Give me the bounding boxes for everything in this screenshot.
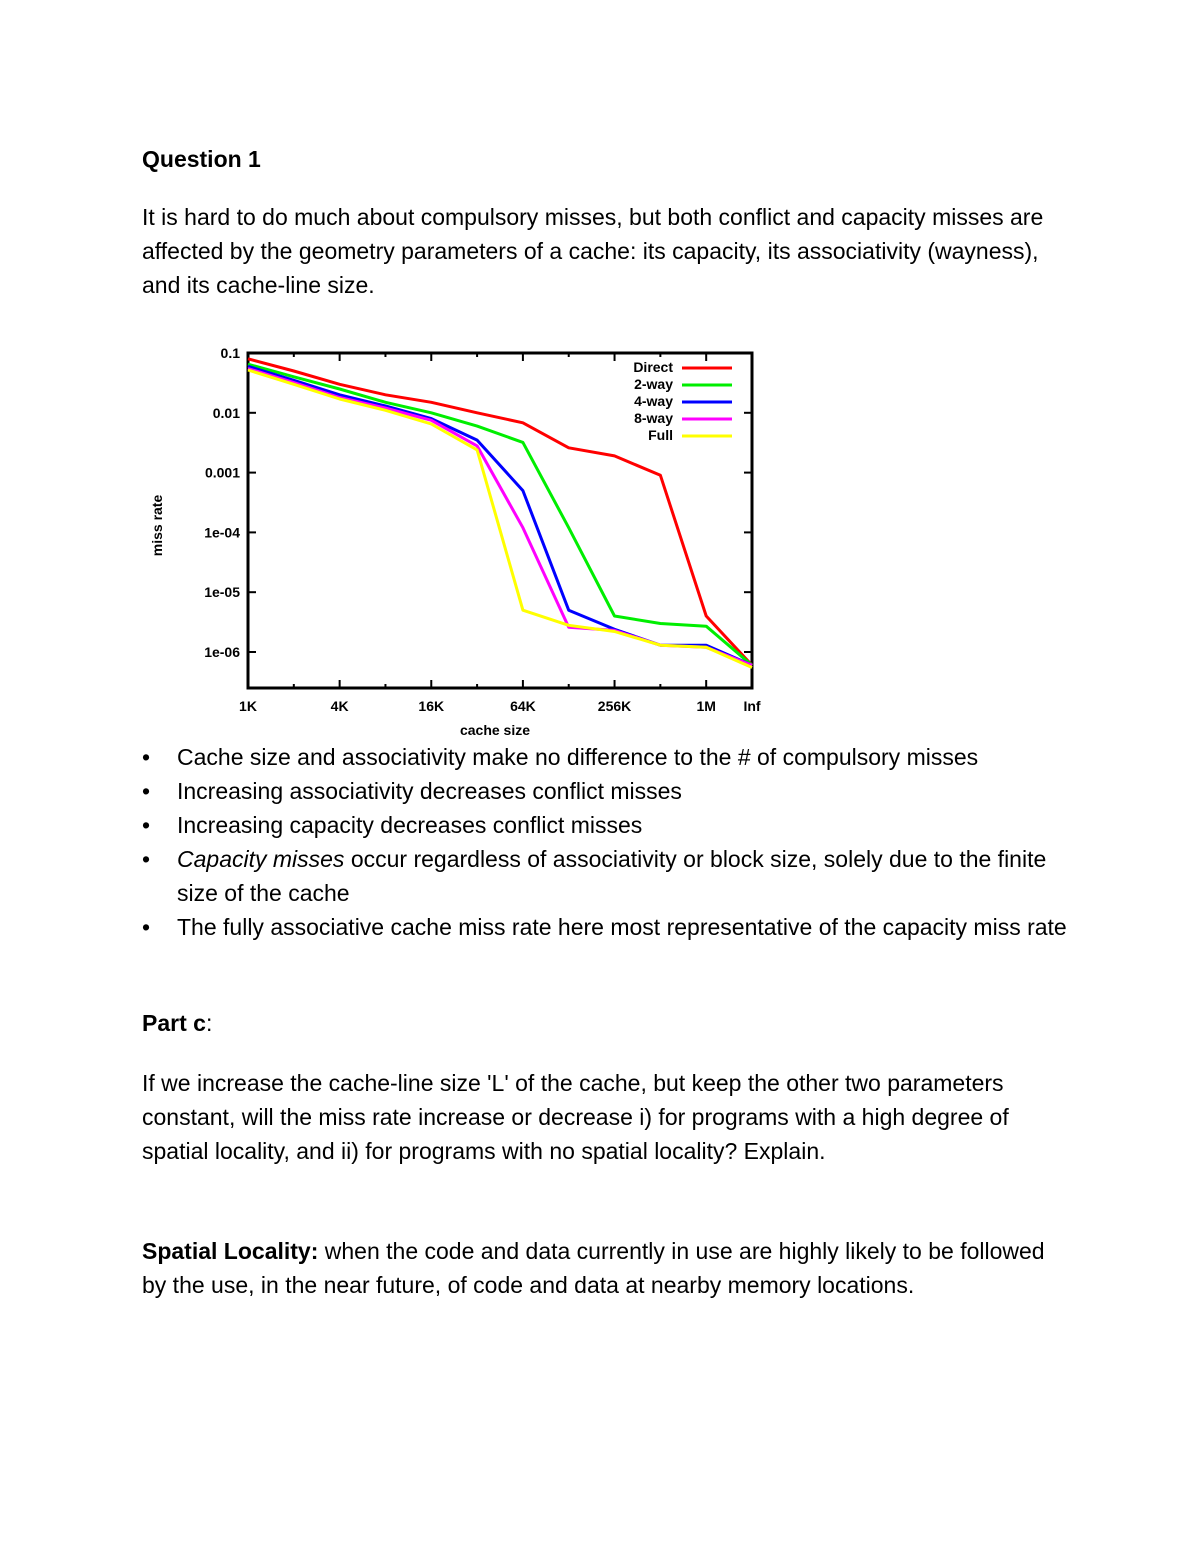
bullet-list xyxy=(142,740,1072,944)
bullet-text: The fully associative cache miss rate here most representative of the capacity miss rate xyxy=(177,914,1067,940)
y-tick-label: 0.001 xyxy=(204,464,240,481)
legend-label: Full xyxy=(648,427,673,443)
bullet-emphasis: Capacity misses xyxy=(177,846,345,872)
intro-paragraph: It is hard to do much about compulsory misses, but both conflict and capacity misses are affected by the geometry parameters of a cache: its capacity, its associativity (wayness), and its cache-line size. xyxy=(142,204,1044,298)
bullet-item xyxy=(142,740,1072,774)
bullet-dot: • xyxy=(142,778,151,804)
part-c-question: If we increase the cache-line size 'L' of the cache, but keep the other two parameters constant, will the miss rate increase or decrease i) for programs with a high degree of spatial locality, and ii) for programs with no spatial locality? Explain. xyxy=(142,1070,1009,1164)
x-tick-label: 1K xyxy=(239,698,257,714)
part-c-label-colon: : xyxy=(205,1010,213,1036)
bullet-text: Increasing associativity decreases conflict misses xyxy=(177,778,682,804)
definition-term: Spatial Locality: xyxy=(142,1238,319,1264)
bullet-item xyxy=(142,808,1072,842)
x-axis-label: cache size xyxy=(459,722,531,738)
x-tick-label: 64K xyxy=(510,698,536,714)
legend-label: 4-way xyxy=(634,393,673,409)
x-tick-label: 16K xyxy=(418,698,445,714)
y-axis-label: miss rate xyxy=(149,494,165,557)
y-tick-label: 1e-04 xyxy=(204,524,240,541)
bullet-dot: • xyxy=(142,914,151,940)
bullet-dot: • xyxy=(142,812,151,838)
bullet-item xyxy=(142,910,1072,944)
series-line-2-way xyxy=(248,364,752,665)
y-tick-label: 1e-06 xyxy=(204,643,240,660)
bullet-dot: • xyxy=(142,846,151,872)
spatial-locality-definition xyxy=(142,1234,1072,1302)
definition-text: when the code and data currently in use are highly likely to be followed by the use, in the near future, of code and data at nearby memory locations. xyxy=(142,1238,1045,1298)
legend-label: Direct xyxy=(633,359,673,375)
legend-label: 2-way xyxy=(634,376,673,392)
miss-rate-chart xyxy=(140,338,780,738)
series-line-4-way xyxy=(248,366,752,665)
series-line-8-way xyxy=(248,369,752,666)
y-tick-label: 0.1 xyxy=(220,345,240,361)
question-heading: Question 1 xyxy=(142,146,261,172)
miss-rate-chart-svg xyxy=(140,338,780,738)
x-tick-label: Inf xyxy=(743,698,761,714)
bullet-dot: • xyxy=(142,744,151,770)
bullet-item xyxy=(142,774,1072,808)
bullet-text: Cache size and associativity make no difference to the # of compulsory misses xyxy=(177,744,979,770)
x-tick-label: 1M xyxy=(696,698,716,714)
x-tick-label: 4K xyxy=(330,698,349,714)
y-tick-label: 1e-05 xyxy=(204,584,240,601)
part-c-label-text: Part c xyxy=(142,1010,206,1036)
bullet-text: occur regardless of associativity or block size, solely due to the finite size of the cache xyxy=(177,846,1047,906)
legend-label: 8-way xyxy=(634,410,673,426)
bullet-text: Increasing capacity decreases conflict misses xyxy=(177,812,643,838)
series-line-full xyxy=(248,370,752,668)
x-tick-label: 256K xyxy=(597,698,632,714)
y-tick-label: 0.01 xyxy=(212,404,240,421)
part-c-label xyxy=(142,1010,212,1037)
series-line-direct xyxy=(248,359,752,666)
bullet-item xyxy=(142,842,1072,910)
